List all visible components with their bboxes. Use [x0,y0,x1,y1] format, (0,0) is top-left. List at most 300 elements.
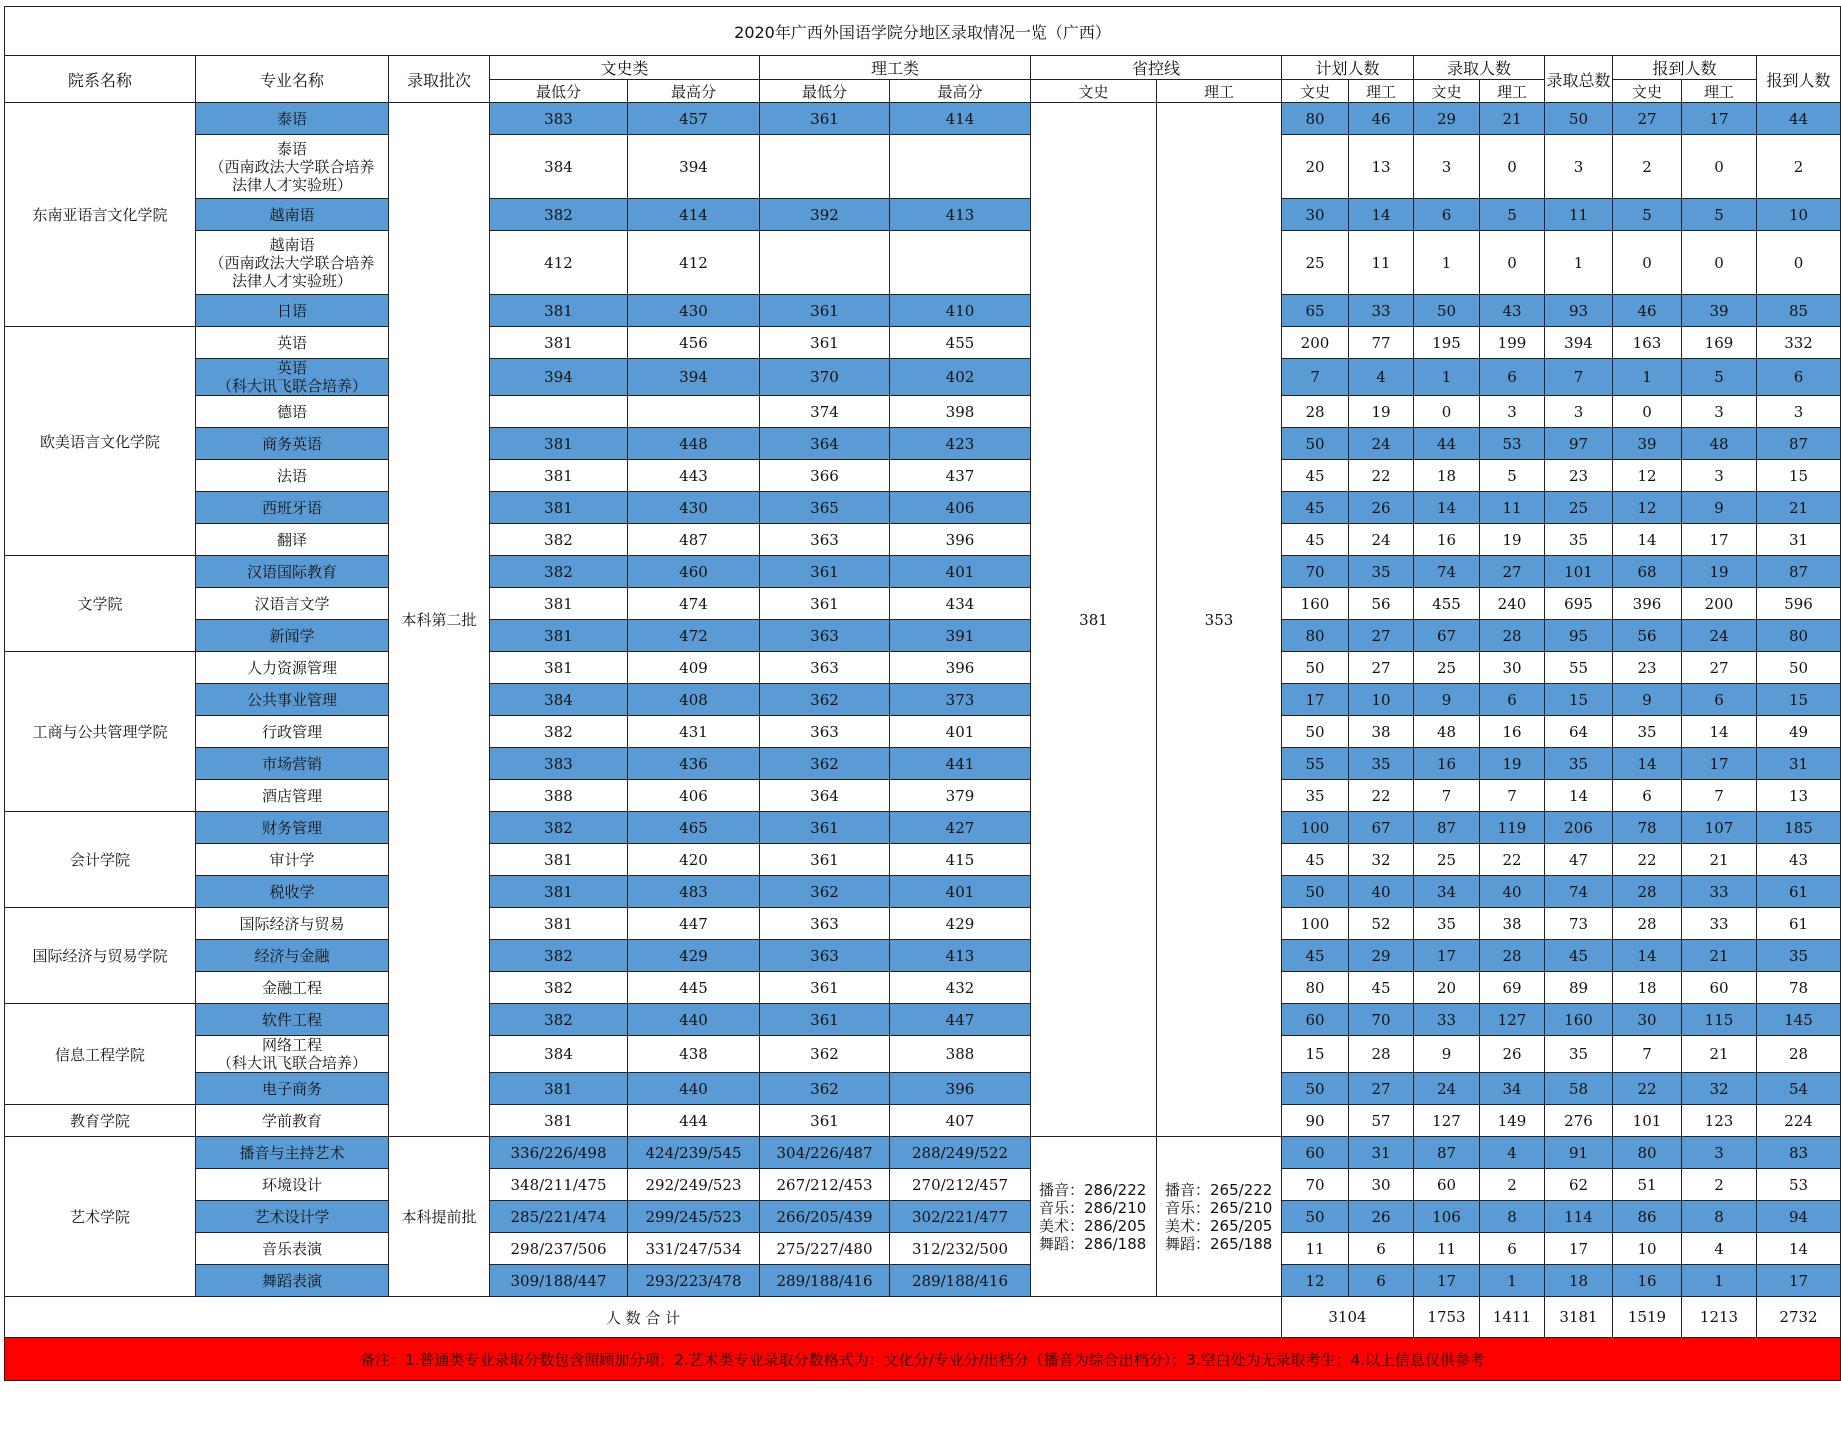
major-name [196,1137,389,1169]
admit-total: 160 [1545,1004,1613,1036]
report-ligong: 2 [1682,1169,1757,1201]
report-wenshi: 22 [1613,844,1682,876]
plan-ligong: 46 [1349,103,1414,135]
admit-ligong: 11 [1480,492,1545,524]
report-wenshi: 14 [1613,524,1682,556]
wenshi-max-score: 394 [628,359,760,396]
report-wenshi: 39 [1613,428,1682,460]
admit-wenshi: 6 [1414,199,1480,231]
plan-ligong: 26 [1349,1201,1414,1233]
major-name [196,972,389,1004]
ligong-max-score: 432 [890,972,1031,1004]
plan-wenshi: 15 [1282,1036,1349,1073]
plan-ligong: 33 [1349,295,1414,327]
admit-total: 89 [1545,972,1613,1004]
admit-ligong: 28 [1480,620,1545,652]
table-row [5,812,1841,844]
admit-total: 11 [1545,199,1613,231]
report-ligong: 27 [1682,652,1757,684]
table-row [5,1169,1841,1201]
report-ligong: 3 [1682,396,1757,428]
admit-total: 23 [1545,460,1613,492]
college-name: 欧美语言文化学院 [5,327,196,556]
major-name [196,1233,389,1265]
wenshi-max-score [628,396,760,428]
report-ligong: 14 [1682,716,1757,748]
report-total: 61 [1757,876,1841,908]
footnote: 备注：1.普通类专业录取分数包含照顾加分项；2.艺术类专业录取分数格式为：文化分/专业分/出档分（播音为综合出档分）；3.空白处为无录取考生；4.以上信息仅供参考 [5,1338,1841,1381]
admit-total: 45 [1545,940,1613,972]
ligong-max-score [890,135,1031,199]
report-total: 87 [1757,556,1841,588]
plan-ligong: 56 [1349,588,1414,620]
report-wenshi: 0 [1613,231,1682,295]
plan-ligong: 57 [1349,1105,1414,1137]
plan-wenshi: 200 [1282,327,1349,359]
admit-total: 394 [1545,327,1613,359]
admit-wenshi: 34 [1414,876,1480,908]
table-row [5,327,1841,359]
admit-ligong: 6 [1480,684,1545,716]
wenshi-min-score: 285/221/474 [490,1201,628,1233]
admit-ligong: 5 [1480,199,1545,231]
admit-ligong: 199 [1480,327,1545,359]
header-report-ws: 文史 [1613,80,1682,103]
report-wenshi: 30 [1613,1004,1682,1036]
report-ligong: 3 [1682,1137,1757,1169]
admit-ligong: 6 [1480,359,1545,396]
report-total: 185 [1757,812,1841,844]
report-wenshi: 396 [1613,588,1682,620]
header-wenshi-max: 最高分 [628,80,760,103]
header-ligong-min: 最低分 [760,80,890,103]
ligong-min-score: 362 [760,684,890,716]
major-name-line: 网络工程 [261,1036,322,1054]
admit-ligong: 19 [1480,748,1545,780]
report-wenshi: 101 [1613,1105,1682,1137]
admit-wenshi: 74 [1414,556,1480,588]
plan-ligong: 45 [1349,972,1414,1004]
major-name-line: 英语 [276,333,307,352]
wenshi-min-score: 381 [490,588,628,620]
admit-wenshi: 35 [1414,908,1480,940]
admit-wenshi: 25 [1414,652,1480,684]
plan-wenshi: 50 [1282,716,1349,748]
report-wenshi: 0 [1613,396,1682,428]
wenshi-max-score: 460 [628,556,760,588]
admit-ligong: 5 [1480,460,1545,492]
admit-wenshi: 106 [1414,1201,1480,1233]
report-wenshi: 16 [1613,1265,1682,1297]
major-name [196,940,389,972]
plan-ligong: 10 [1349,684,1414,716]
ligong-max-score: 312/232/500 [890,1233,1031,1265]
major-name-line: 越南语 [269,235,315,254]
major-name-line: 市场营销 [261,754,322,773]
admit-ligong: 240 [1480,588,1545,620]
admit-wenshi: 0 [1414,396,1480,428]
admit-ligong: 119 [1480,812,1545,844]
major-name-line: 法语 [276,466,307,485]
admit-total: 206 [1545,812,1613,844]
ligong-max-score: 270/212/457 [890,1169,1031,1201]
report-ligong: 4 [1682,1233,1757,1265]
table-row [5,359,1841,396]
table-row [5,460,1841,492]
admit-wenshi: 3 [1414,135,1480,199]
header-admit-ws: 文史 [1414,80,1480,103]
art-control-line-item: 音乐：286/210 [1039,1198,1147,1217]
ligong-min-score: 289/188/416 [760,1265,890,1297]
batch-regular: 本科第二批 [389,103,490,1137]
plan-ligong: 38 [1349,716,1414,748]
wenshi-min-score: 381 [490,876,628,908]
wenshi-max-score: 445 [628,972,760,1004]
wenshi-min-score: 382 [490,199,628,231]
table-row [5,748,1841,780]
ligong-max-score: 388 [890,1036,1031,1073]
wenshi-max-score: 420 [628,844,760,876]
ligong-min-score: 366 [760,460,890,492]
ligong-max-score: 288/249/522 [890,1137,1031,1169]
admit-ligong: 40 [1480,876,1545,908]
table-row [5,1004,1841,1036]
major-name [196,1073,389,1105]
header-report: 报到人数 [1613,56,1757,80]
table-row [5,1105,1841,1137]
admit-total: 93 [1545,295,1613,327]
report-total: 596 [1757,588,1841,620]
report-ligong: 6 [1682,684,1757,716]
ligong-max-score [890,231,1031,295]
ligong-min-score: 361 [760,812,890,844]
report-ligong: 21 [1682,940,1757,972]
ligong-max-score: 379 [890,780,1031,812]
report-ligong: 200 [1682,588,1757,620]
wenshi-min-score: 381 [490,908,628,940]
table-row [5,620,1841,652]
plan-ligong: 24 [1349,524,1414,556]
report-wenshi: 14 [1613,940,1682,972]
ligong-max-score: 413 [890,940,1031,972]
admit-total: 101 [1545,556,1613,588]
admit-ligong: 149 [1480,1105,1545,1137]
report-ligong: 24 [1682,620,1757,652]
plan-wenshi: 160 [1282,588,1349,620]
admit-ligong: 6 [1480,1233,1545,1265]
table-row [5,588,1841,620]
major-name [196,492,389,524]
plan-wenshi: 60 [1282,1004,1349,1036]
plan-ligong: 27 [1349,652,1414,684]
ligong-min-score [760,135,890,199]
major-name [196,876,389,908]
wenshi-max-score: 444 [628,1105,760,1137]
admit-total: 17 [1545,1233,1613,1265]
major-name-line: （科大讯飞联合培养） [216,377,367,395]
header-ligong: 理工类 [760,56,1031,80]
wenshi-max-score: 472 [628,620,760,652]
admit-total: 35 [1545,524,1613,556]
table-row [5,231,1841,295]
wenshi-min-score: 382 [490,556,628,588]
admit-ligong: 21 [1480,103,1545,135]
wenshi-min-score [490,396,628,428]
major-name [196,844,389,876]
report-ligong: 9 [1682,492,1757,524]
wenshi-min-score: 309/188/447 [490,1265,628,1297]
major-name-line: 软件工程 [261,1010,322,1029]
report-wenshi: 56 [1613,620,1682,652]
report-ligong: 19 [1682,556,1757,588]
admit-total: 91 [1545,1137,1613,1169]
major-name-line: 审计学 [269,850,315,869]
plan-ligong: 29 [1349,940,1414,972]
admit-total: 3 [1545,396,1613,428]
header-admit-lg: 理工 [1480,80,1545,103]
admit-wenshi: 16 [1414,524,1480,556]
report-total: 54 [1757,1073,1841,1105]
report-wenshi: 5 [1613,199,1682,231]
admit-total: 50 [1545,103,1613,135]
ligong-max-score: 434 [890,588,1031,620]
plan-wenshi: 45 [1282,844,1349,876]
report-ligong: 7 [1682,780,1757,812]
header-report-total: 报到人数 [1757,56,1841,103]
admit-ligong: 27 [1480,556,1545,588]
admit-total: 14 [1545,780,1613,812]
admit-total: 18 [1545,1265,1613,1297]
major-name-line: 财务管理 [261,818,322,837]
admit-ligong: 30 [1480,652,1545,684]
report-wenshi: 28 [1613,908,1682,940]
wenshi-min-score: 382 [490,716,628,748]
plan-ligong: 14 [1349,199,1414,231]
table-row [5,295,1841,327]
admit-wenshi: 7 [1414,780,1480,812]
report-ligong: 8 [1682,1201,1757,1233]
control-line-ligong: 353 [1157,103,1282,1137]
major-name-line: 英语 [276,359,307,377]
ligong-min-score: 362 [760,1073,890,1105]
ligong-min-score: 362 [760,876,890,908]
plan-wenshi: 45 [1282,492,1349,524]
major-name [196,748,389,780]
table-row [5,940,1841,972]
plan-wenshi: 12 [1282,1265,1349,1297]
wenshi-max-score: 440 [628,1004,760,1036]
report-ligong: 115 [1682,1004,1757,1036]
ligong-min-score: 363 [760,524,890,556]
wenshi-min-score: 381 [490,327,628,359]
plan-wenshi: 100 [1282,812,1349,844]
table-row [5,876,1841,908]
ligong-max-score: 302/221/477 [890,1201,1031,1233]
plan-wenshi: 90 [1282,1105,1349,1137]
admit-total: 35 [1545,1036,1613,1073]
header-college: 院系名称 [5,56,196,103]
plan-wenshi: 50 [1282,876,1349,908]
admit-ligong: 69 [1480,972,1545,1004]
ligong-max-score: 447 [890,1004,1031,1036]
ligong-max-score: 455 [890,327,1031,359]
header-wenshi: 文史类 [490,56,760,80]
report-wenshi: 1 [1613,359,1682,396]
college-name: 东南亚语言文化学院 [5,103,196,327]
art-control-line-item: 美术：265/205 [1165,1216,1273,1235]
admit-wenshi: 87 [1414,1137,1480,1169]
plan-wenshi: 50 [1282,428,1349,460]
wenshi-max-score: 430 [628,295,760,327]
admission-table [4,6,1841,1381]
admit-total: 55 [1545,652,1613,684]
plan-wenshi: 25 [1282,231,1349,295]
admit-total: 97 [1545,428,1613,460]
report-total: 17 [1757,1265,1841,1297]
report-ligong: 21 [1682,1036,1757,1073]
plan-wenshi: 17 [1282,684,1349,716]
table-row [5,780,1841,812]
major-name [196,1105,389,1137]
table-row [5,1036,1841,1073]
plan-wenshi: 80 [1282,972,1349,1004]
admit-total: 15 [1545,684,1613,716]
plan-ligong: 4 [1349,359,1414,396]
total-label: 人 数 合 计 [5,1297,1282,1338]
table-row [5,844,1841,876]
wenshi-max-score: 292/249/523 [628,1169,760,1201]
wenshi-max-score: 331/247/534 [628,1233,760,1265]
table-row [5,492,1841,524]
table-title: 2020年广西外国语学院分地区录取情况一览（广西） [5,7,1841,56]
report-total: 35 [1757,940,1841,972]
admit-total: 114 [1545,1201,1613,1233]
report-total: 10 [1757,199,1841,231]
major-name-line: 经济与金融 [254,946,330,965]
table-row [5,428,1841,460]
batch-advance: 本科提前批 [389,1137,490,1297]
ligong-min-score: 362 [760,748,890,780]
admit-total: 74 [1545,876,1613,908]
admit-wenshi: 17 [1414,940,1480,972]
ligong-max-score: 396 [890,652,1031,684]
wenshi-min-score: 382 [490,812,628,844]
report-total: 224 [1757,1105,1841,1137]
wenshi-min-score: 383 [490,103,628,135]
wenshi-max-score: 483 [628,876,760,908]
major-name [196,231,389,295]
college-name: 教育学院 [5,1105,196,1137]
report-wenshi: 14 [1613,748,1682,780]
major-name-line: 人力资源管理 [246,658,337,677]
ligong-min-score: 374 [760,396,890,428]
report-wenshi: 86 [1613,1201,1682,1233]
admit-wenshi: 44 [1414,428,1480,460]
ligong-max-score: 401 [890,556,1031,588]
wenshi-min-score: 382 [490,940,628,972]
admit-wenshi: 29 [1414,103,1480,135]
wenshi-min-score: 381 [490,620,628,652]
ligong-min-score: 364 [760,428,890,460]
report-total: 94 [1757,1201,1841,1233]
admit-total: 1 [1545,231,1613,295]
admit-total: 695 [1545,588,1613,620]
ligong-min-score: 362 [760,1036,890,1073]
header-control: 省控线 [1031,56,1282,80]
header-plan-ws: 文史 [1282,80,1349,103]
major-name [196,199,389,231]
ligong-min-score: 304/226/487 [760,1137,890,1169]
admit-ligong: 16 [1480,716,1545,748]
wenshi-max-score: 414 [628,199,760,231]
art-control-line-wenshi [1031,1137,1157,1297]
report-wenshi: 9 [1613,684,1682,716]
report-ligong: 32 [1682,1073,1757,1105]
wenshi-min-score: 412 [490,231,628,295]
ligong-min-score: 267/212/453 [760,1169,890,1201]
college-name: 国际经济与贸易学院 [5,908,196,1004]
art-control-line-item: 音乐：265/210 [1165,1198,1273,1217]
admit-total: 35 [1545,748,1613,780]
ligong-max-score: 407 [890,1105,1031,1137]
admit-ligong: 3 [1480,396,1545,428]
table-row [5,103,1841,135]
header-admit: 录取人数 [1414,56,1545,80]
major-name-line: 行政管理 [261,722,322,741]
report-ligong: 17 [1682,103,1757,135]
wenshi-max-score: 447 [628,908,760,940]
major-name-line: 法律人才实验班） [231,175,352,194]
admit-wenshi: 127 [1414,1105,1480,1137]
major-name-line: （科大讯飞联合培养） [216,1054,367,1072]
ligong-min-score: 361 [760,972,890,1004]
ligong-max-score: 398 [890,396,1031,428]
plan-wenshi: 20 [1282,135,1349,199]
report-ligong: 33 [1682,908,1757,940]
admit-ligong: 2 [1480,1169,1545,1201]
ligong-min-score: 363 [760,940,890,972]
plan-ligong: 24 [1349,428,1414,460]
report-wenshi: 12 [1613,460,1682,492]
header-ligong-max: 最高分 [890,80,1031,103]
admit-wenshi: 20 [1414,972,1480,1004]
table-row [5,135,1841,199]
admit-ligong: 28 [1480,940,1545,972]
report-ligong: 0 [1682,231,1757,295]
major-name-line: 新闻学 [269,626,315,645]
report-wenshi: 35 [1613,716,1682,748]
table-row [5,1073,1841,1105]
admit-wenshi: 9 [1414,1036,1480,1073]
major-name-line: 学前教育 [261,1111,322,1130]
major-name [196,327,389,359]
ligong-min-score: 363 [760,620,890,652]
wenshi-max-score: 456 [628,327,760,359]
plan-wenshi: 50 [1282,1073,1349,1105]
ligong-min-score [760,231,890,295]
plan-ligong: 13 [1349,135,1414,199]
table-row [5,1137,1841,1169]
major-name-line: 艺术设计学 [254,1207,330,1226]
plan-ligong: 19 [1349,396,1414,428]
report-ligong: 123 [1682,1105,1757,1137]
major-name [196,1004,389,1036]
wenshi-max-score: 443 [628,460,760,492]
admit-wenshi: 11 [1414,1233,1480,1265]
report-total: 87 [1757,428,1841,460]
ligong-max-score: 289/188/416 [890,1265,1031,1297]
ligong-min-score: 363 [760,652,890,684]
